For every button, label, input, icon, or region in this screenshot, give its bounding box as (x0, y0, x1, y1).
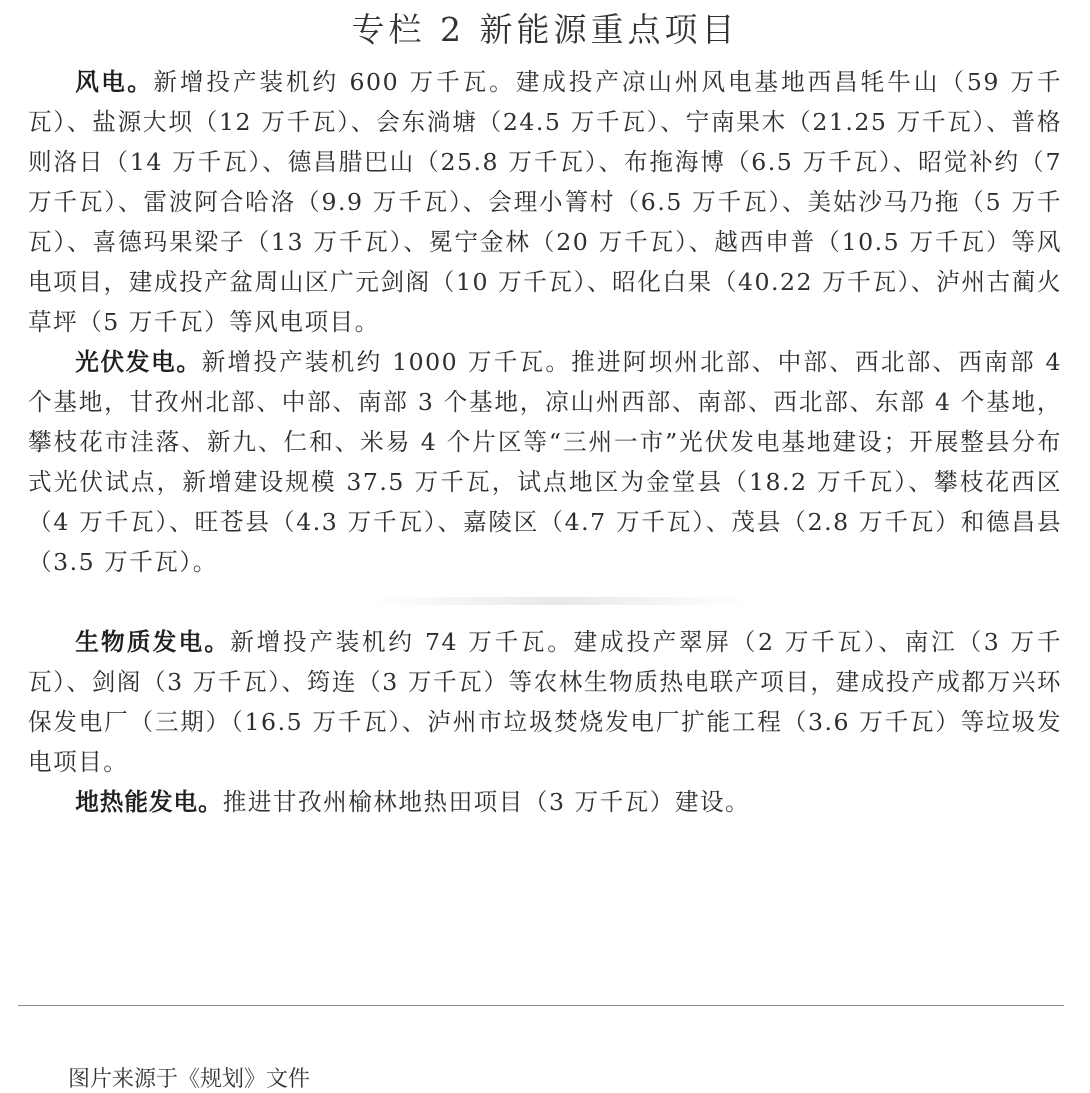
section-heading-solar: 光伏发电。 (75, 348, 202, 376)
section-heading-geothermal: 地热能发电。 (75, 788, 223, 816)
page-title: 专栏 2 新能源重点项目 (351, 10, 739, 49)
section-text-biomass: 新增投产装机约 74 万千瓦。建成投产翠屏（2 万千瓦）、南江（3 万千瓦）、剑阁（3 万千瓦）、筠连（3 万千瓦）等农林生物质热电联产项目，建成投产成都万兴环保发电厂（三期）（16.5 万千瓦）、泸州市垃圾焚烧发电厂扩能工程（3.6 万千瓦）等垃圾发电项目。 (28, 628, 1063, 776)
page-fold-gap (28, 582, 1062, 622)
section-biomass-power (28, 622, 1062, 782)
section-wind-power (28, 62, 1062, 342)
section-solar-power (28, 342, 1062, 582)
section-heading-biomass: 生物质发电。 (75, 628, 231, 656)
section-text-wind: 新增投产装机约 600 万千瓦。建成投产凉山州风电基地西昌牦牛山（59 万千瓦）、盐源大坝（12 万千瓦）、会东淌塘（24.5 万千瓦）、宁南果木（21.25 万千瓦）、普格则洛日（14 万千瓦）、德昌腊巴山（25.8 万千瓦）、布拖海博（6.5 万千瓦）、昭觉补约（7 万千瓦）、雷波阿合哈洛（9.9 万千瓦）、会理小箐村（6.5 万千瓦）、美姑沙马乃拖（5 万千瓦）、喜德玛果梁子（13 万千瓦）、冕宁金林（20 万千瓦）、越西申普（10.5 万千瓦）等风电项目，建成投产盆周山区广元剑阁（10 万千瓦）、昭化白果（40.22 万千瓦）、泸州古蔺火草坪（5 万千瓦）等风电项目。 (28, 68, 1062, 336)
scan-smudge (368, 597, 748, 605)
section-text-geothermal: 推进甘孜州榆林地热田项目（3 万千瓦）建设。 (222, 788, 751, 816)
section-heading-wind: 风电。 (75, 68, 154, 96)
bottom-divider (18, 1005, 1064, 1006)
section-text-solar: 新增投产装机约 1000 万千瓦。推进阿坝州北部、中部、西北部、西南部 4 个基地，甘孜州北部、中部、南部 3 个基地，凉山州西部、南部、西北部、东部 4 个基地，攀枝花市洼落、新九、仁和、米易 4 个片区等“三州一市”光伏发电基地建设；开展整县分布式光伏试点，新增建设规模 37.5 万千瓦，试点地区为金堂县（18.2 万千瓦）、攀枝花西区（4 万千瓦）、旺苍县（4.3 万千瓦）、嘉陵区（4.7 万千瓦）、茂县（2.8 万千瓦）和德昌县（3.5 万千瓦）。 (28, 348, 1062, 576)
image-source-caption: 图片来源于《规划》文件 (68, 1067, 311, 1092)
column-box (28, 62, 1062, 822)
section-geothermal-power (28, 782, 1062, 822)
